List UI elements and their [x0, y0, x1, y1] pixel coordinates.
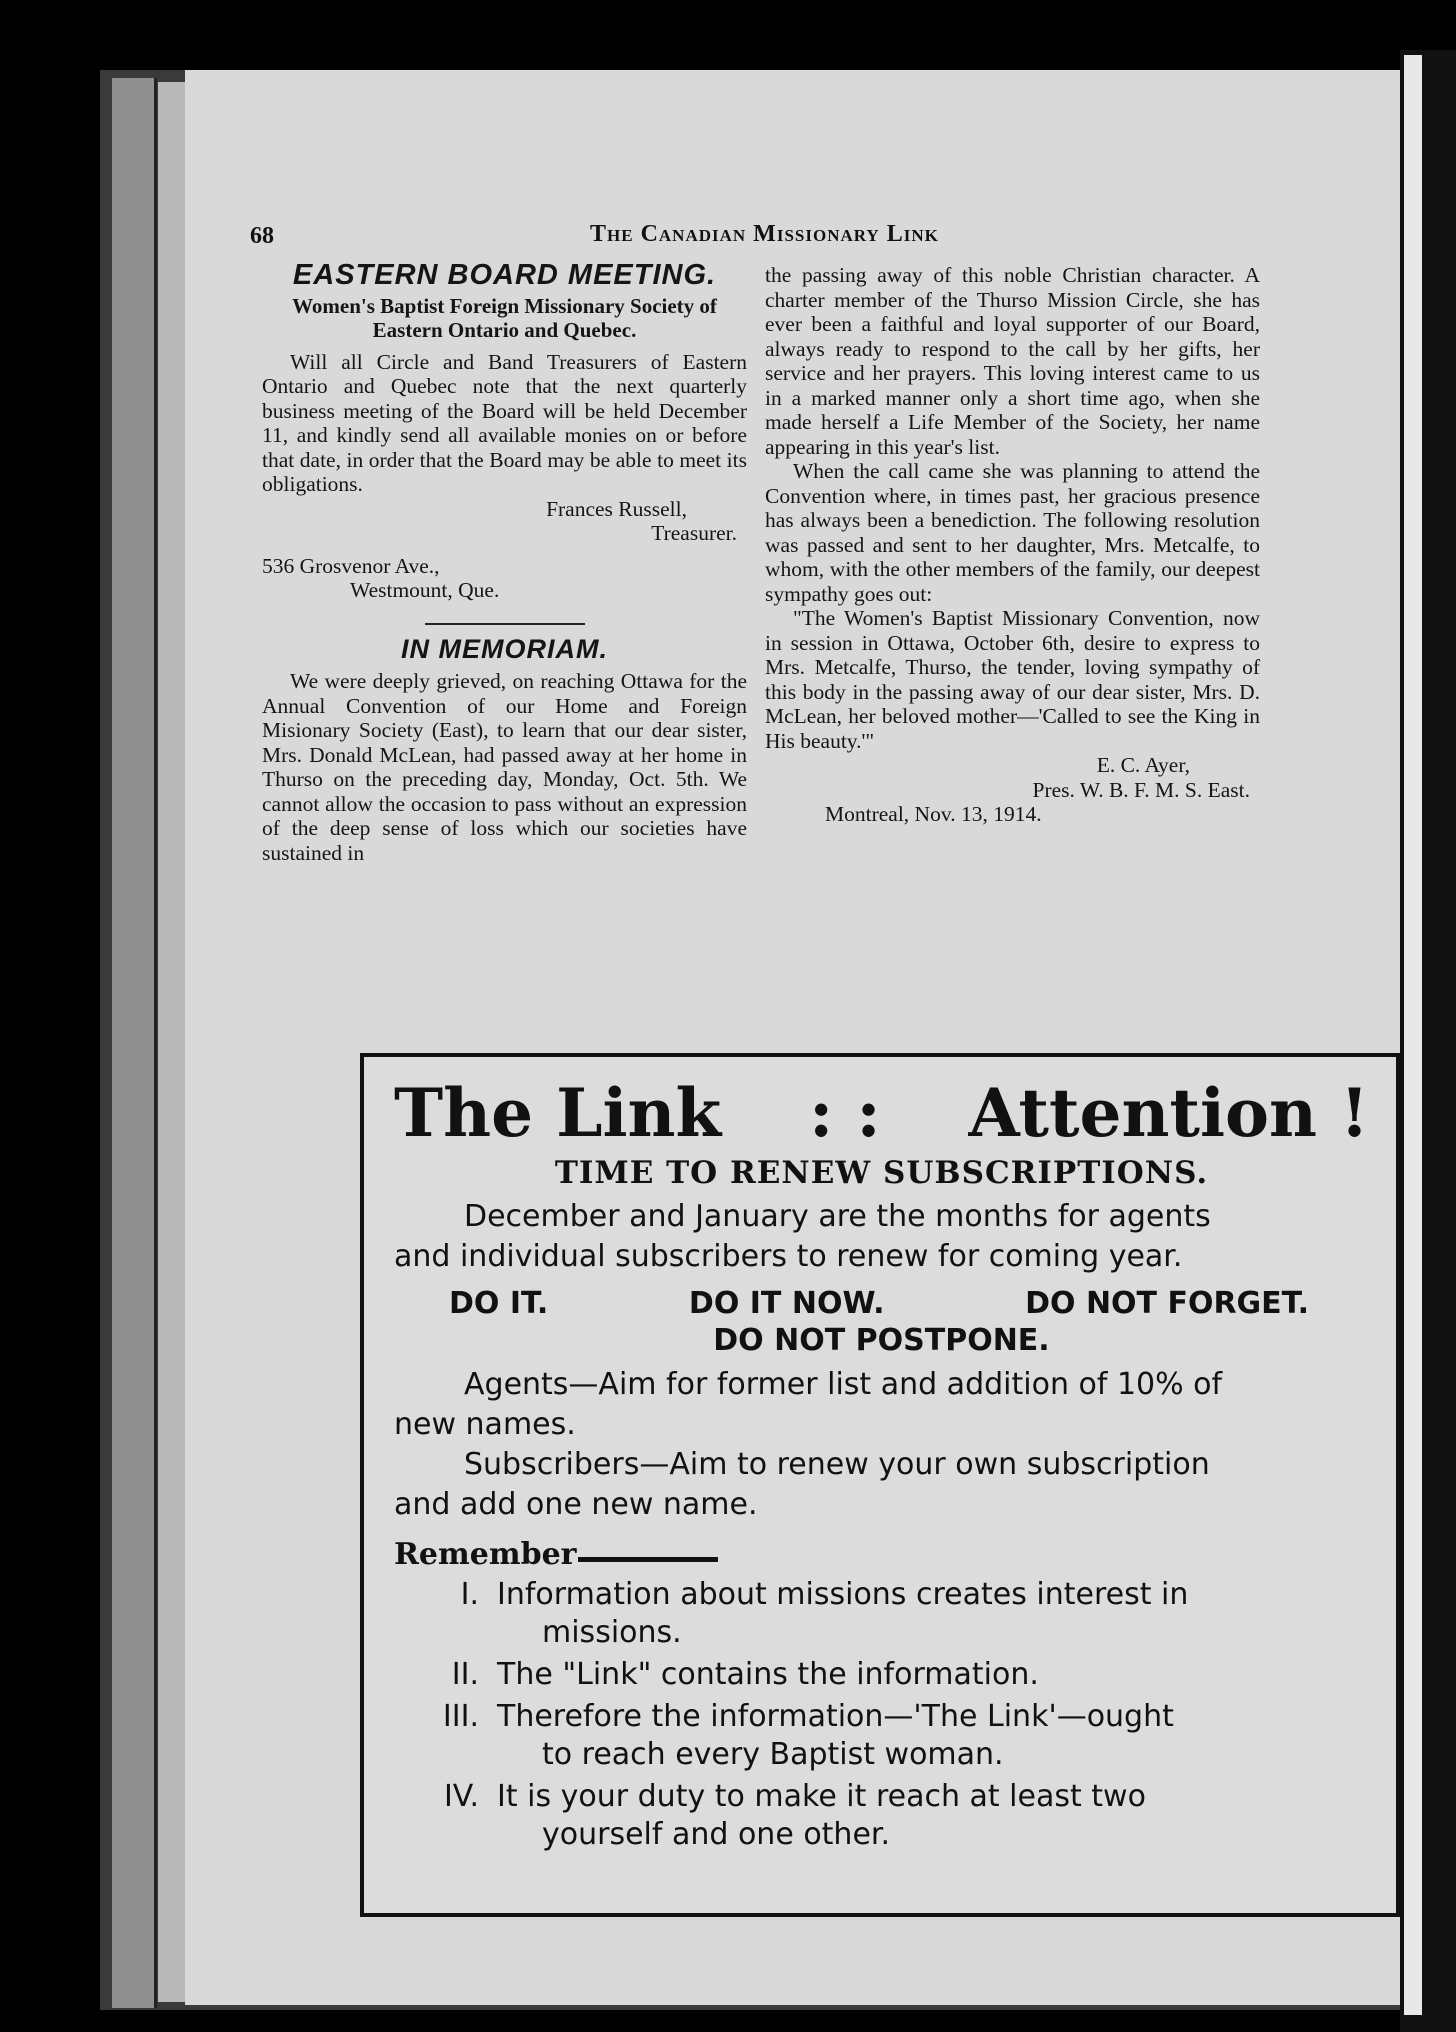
book-binding	[112, 78, 157, 2008]
notice-title	[394, 1073, 1369, 1153]
list-item-text-cont: missions.	[542, 1615, 682, 1650]
do-it: DO IT.	[449, 1286, 549, 1321]
eastern-board-subheading: Women's Baptist Foreign Missionary Society of Eastern Ontario and Quebec.	[292, 293, 717, 342]
list-item-number: II.	[451, 1657, 479, 1692]
list-item-text-cont: to reach every Baptist woman.	[542, 1737, 1004, 1772]
address-line-2: Westmount, Que.	[350, 578, 500, 602]
do-not-postpone: DO NOT POSTPONE.	[713, 1323, 1050, 1358]
list-item	[394, 1778, 1369, 1854]
next-page-edge	[1404, 55, 1422, 2015]
list-item-text: The "Link" contains the information.	[497, 1657, 1039, 1692]
do-not-forget: DO NOT FORGET.	[1025, 1286, 1309, 1321]
subscribers-line-2: and add one new name.	[394, 1487, 758, 1522]
agents-line-1: Agents—Aim for former list and addition of 10% of	[464, 1367, 1223, 1402]
list-item-text: It is your duty to make it reach at least two	[497, 1779, 1146, 1814]
notice-subtitle: TIME TO RENEW SUBSCRIPTIONS.	[554, 1155, 1209, 1191]
remember-heading	[394, 1537, 1369, 1572]
president-name: E. C. Ayer,	[1096, 753, 1190, 777]
remember-list	[394, 1576, 1369, 1854]
resolution-quote: "The Women's Baptist Missionary Convention, now in session in Ottawa, October 6th, desire to express to Mrs. Metcalfe, Thurso, the tender, loving sympathy of this body in the passing away of our dear sister, Mrs. D. McLean, her beloved mother—'Called to see the King in His beauty.'"	[765, 606, 1260, 753]
section-divider	[425, 623, 585, 625]
list-item	[394, 1576, 1369, 1652]
remember-label: Remember	[394, 1537, 577, 1572]
running-title: The Canadian Missionary Link	[590, 221, 939, 247]
memoriam-continued: the passing away of this noble Christian character. A charter member of the Thurso Mission Circle, she has ever been a faithful and loyal supporter of our Board, always ready to respond to the call by her gifts, her service and her prayers. This loving interest came to us in a marked manner only a short time ago, when she made herself a Life Member of the Society, her name appearing in this year's list.	[765, 263, 1260, 459]
months-line-1: December and January are the months for agents	[464, 1199, 1211, 1234]
list-item-number: III.	[442, 1699, 479, 1734]
page-number: 68	[250, 223, 274, 249]
eastern-board-heading: EASTERN BOARD MEETING.	[292, 259, 717, 291]
list-item-number: IV.	[443, 1779, 479, 1814]
agents-paragraph	[394, 1365, 1369, 1445]
signature-title: Treasurer.	[651, 521, 737, 545]
agents-line-2: new names.	[394, 1407, 576, 1442]
remember-rule	[578, 1557, 718, 1562]
page-header	[250, 215, 1360, 265]
link-notice-box	[360, 1053, 1400, 1917]
subscribers-paragraph	[394, 1445, 1369, 1525]
right-column	[765, 263, 1260, 827]
notice-content	[394, 1073, 1369, 1854]
list-item	[394, 1698, 1369, 1774]
convention-paragraph: When the call came she was planning to attend the Convention where, in times past, her gracious presence has always been a benediction. The following resolution was passed and sent to her daughter, Mrs. Metcalfe, to whom, with the other members of the family, our deepest sympathy goes out:	[765, 459, 1260, 606]
list-item-text: Information about missions creates interest in	[497, 1577, 1189, 1612]
list-item-text: Therefore the information—'The Link'—ought	[497, 1699, 1174, 1734]
months-line-2: and individual subscribers to renew for coming year.	[394, 1239, 1183, 1274]
list-item	[394, 1656, 1369, 1694]
notice-title-separator: : :	[809, 1074, 881, 1152]
eastern-board-body: Will all Circle and Band Treasurers of Eastern Ontario and Quebec note that the next quarterly business meeting of the Board will be held December 11, and kindly send all available monies on or before that date, in order that the Board may be able to meet its obligations.	[262, 349, 747, 496]
list-item-text-cont: yourself and one other.	[542, 1817, 891, 1852]
list-item-number: I.	[460, 1577, 479, 1612]
president-title: Pres. W. B. F. M. S. East.	[1032, 777, 1250, 802]
months-paragraph	[394, 1197, 1369, 1277]
subscribers-line-1: Subscribers—Aim to renew your own subscription	[464, 1447, 1210, 1482]
notice-title-link: The Link	[394, 1074, 722, 1152]
dateline: Montreal, Nov. 13, 1914.	[825, 802, 1042, 826]
notice-title-attention: Attention !	[968, 1074, 1369, 1152]
memoriam-body: We were deeply grieved, on reaching Ottawa for the Annual Convention of our Home and Foreign Misionary Society (East), to learn that our dear sister, Mrs. Donald McLean, had passed away at her home in Thurso on the preceding day, Monday, Oct. 5th. We cannot allow the occasion to pass without an expression of the deep sense of loss which our societies have sustained in	[262, 669, 747, 865]
do-it-now: DO IT NOW.	[688, 1286, 885, 1321]
address-line-1: 536 Grosvenor Ave.,	[262, 553, 440, 578]
signature-name: Frances Russell,	[546, 496, 687, 521]
left-column	[262, 259, 747, 865]
memoriam-heading: IN MEMORIAM.	[401, 633, 608, 664]
do-it-row	[394, 1285, 1369, 1323]
